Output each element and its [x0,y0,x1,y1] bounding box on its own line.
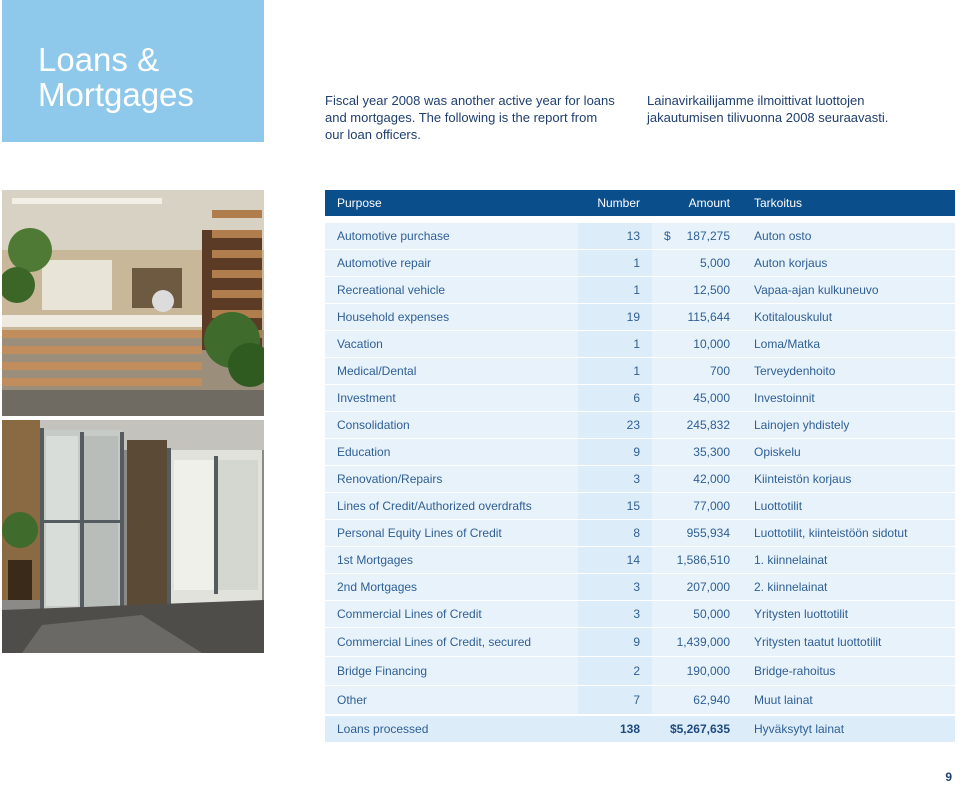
cell-number: 3 [578,574,652,601]
amount-value: 50,000 [693,607,730,621]
cell-amount [652,304,742,331]
cell-number: 2 [578,657,652,686]
column-header-amount: Amount [652,190,742,216]
cell-amount [652,657,742,686]
column-header-tarkoitus: Tarkoitus [742,190,955,216]
cell-purpose: Personal Equity Lines of Credit [325,520,578,547]
intro-finnish: Lainavirkailijamme ilmoittivat luottojen jakautumisen tilivuonna 2008 seuraavasti. [647,93,889,125]
cell-purpose: Bridge Financing [325,657,578,686]
loans-table [325,190,955,742]
cell-number: 9 [578,439,652,466]
cell-tarkoitus: Opiskelu [742,439,955,466]
amount-value: 207,000 [686,580,730,594]
amount-value: 115,644 [687,310,730,324]
cell-purpose: Investment [325,385,578,412]
cell-amount [652,250,742,277]
cell-number: 13 [578,223,652,250]
cell-purpose: Education [325,439,578,466]
column-header-purpose: Purpose [325,190,578,216]
total-purpose: Loans processed [325,715,578,742]
table-row [325,493,955,520]
glass-doors-photo [2,420,264,653]
amount-value: 5,000 [699,256,730,270]
amount-value: 190,000 [686,664,730,678]
total-tarkoitus: Hyväksytyt lainat [742,715,955,742]
table-row [325,520,955,547]
total-amount: $5,267,635 [652,715,742,742]
amount-value: 187,275 [686,229,730,243]
cell-tarkoitus: 2. kiinnelainat [742,574,955,601]
cell-tarkoitus: Yritysten luottotilit [742,601,955,628]
cell-amount [652,601,742,628]
cell-amount [652,466,742,493]
amount-value: 62,940 [693,693,730,707]
cell-number: 1 [578,358,652,385]
cell-number: 6 [578,385,652,412]
cell-purpose: Commercial Lines of Credit, secured [325,628,578,657]
page-title-line2: Mortgages [38,76,194,113]
cell-tarkoitus: 1. kiinnelainat [742,547,955,574]
table-row [325,412,955,439]
cell-purpose: Renovation/Repairs [325,466,578,493]
cell-purpose: Automotive purchase [325,223,578,250]
page-number: 9 [945,770,952,784]
amount-value: 12,500 [693,283,730,297]
cell-tarkoitus: Loma/Matka [742,331,955,358]
cell-tarkoitus: Investoinnit [742,385,955,412]
cell-tarkoitus: Luottotilit, kiinteistöön sidotut [742,520,955,547]
cell-purpose: Lines of Credit/Authorized overdrafts [325,493,578,520]
table-header-row [325,190,955,216]
table-row [325,547,955,574]
cell-tarkoitus: Terveydenhoito [742,358,955,385]
cell-amount [652,331,742,358]
cell-purpose: Vacation [325,331,578,358]
total-row [325,715,955,742]
cell-purpose: Medical/Dental [325,358,578,385]
cell-amount [652,628,742,657]
cell-number: 1 [578,277,652,304]
table-row [325,601,955,628]
table-row [325,358,955,385]
cell-number: 15 [578,493,652,520]
table-row [325,277,955,304]
table-row [325,466,955,493]
cell-amount [652,520,742,547]
cell-number: 1 [578,331,652,358]
amount-value: 955,934 [686,526,730,540]
table-row [325,304,955,331]
cell-tarkoitus: Auton korjaus [742,250,955,277]
cell-amount [652,412,742,439]
cell-amount [652,493,742,520]
cell-number: 3 [578,466,652,493]
amount-value: 42,000 [693,472,730,486]
amount-value: 35,300 [693,445,730,459]
cell-purpose: 2nd Mortgages [325,574,578,601]
cell-amount [652,439,742,466]
page-title-line1: Loans & [38,41,160,78]
amount-value: 1,586,510 [676,553,730,567]
total-number: 138 [578,715,652,742]
table-row [325,250,955,277]
amount-value: 45,000 [693,391,730,405]
cell-number: 19 [578,304,652,331]
cell-purpose: Automotive repair [325,250,578,277]
cell-amount [652,686,742,716]
cell-tarkoitus: Yritysten taatut luottotilit [742,628,955,657]
cell-amount [652,277,742,304]
cell-purpose: 1st Mortgages [325,547,578,574]
table-row [325,223,955,250]
table-row [325,686,955,716]
cell-purpose: Recreational vehicle [325,277,578,304]
cell-tarkoitus: Lainojen yhdistely [742,412,955,439]
table-row [325,385,955,412]
amount-value: 245,832 [686,418,730,432]
cell-purpose: Commercial Lines of Credit [325,601,578,628]
amount-value: 10,000 [693,337,730,351]
table-row [325,574,955,601]
office-counter-photo [2,190,264,416]
column-header-number: Number [578,190,652,216]
cell-tarkoitus: Luottotilit [742,493,955,520]
cell-purpose: Consolidation [325,412,578,439]
cell-number: 8 [578,520,652,547]
cell-number: 1 [578,250,652,277]
cell-tarkoitus: Muut lainat [742,686,955,716]
cell-number: 3 [578,601,652,628]
cell-tarkoitus: Bridge-rahoitus [742,657,955,686]
table-row [325,628,955,657]
cell-amount [652,223,742,250]
page-title [38,42,194,112]
cell-amount [652,574,742,601]
table-row [325,439,955,466]
cell-tarkoitus: Kotitalouskulut [742,304,955,331]
table-row [325,331,955,358]
cell-number: 23 [578,412,652,439]
cell-purpose: Household expenses [325,304,578,331]
intro-english: Fiscal year 2008 was another active year for loans and mortgages. The following is the report from our loan officers. [325,93,615,142]
currency-symbol: $ [664,229,671,243]
cell-number: 14 [578,547,652,574]
cell-tarkoitus: Kiinteistön korjaus [742,466,955,493]
cell-tarkoitus: Auton osto [742,223,955,250]
amount-value: 700 [709,364,730,378]
amount-value: 1,439,000 [676,635,730,649]
cell-purpose: Other [325,686,578,716]
cell-amount [652,358,742,385]
cell-number: 7 [578,686,652,716]
cell-amount [652,547,742,574]
title-box [2,0,264,142]
cell-tarkoitus: Vapaa-ajan kulkuneuvo [742,277,955,304]
cell-number: 9 [578,628,652,657]
amount-value: 77,000 [693,499,730,513]
table-row [325,657,955,686]
cell-amount [652,385,742,412]
